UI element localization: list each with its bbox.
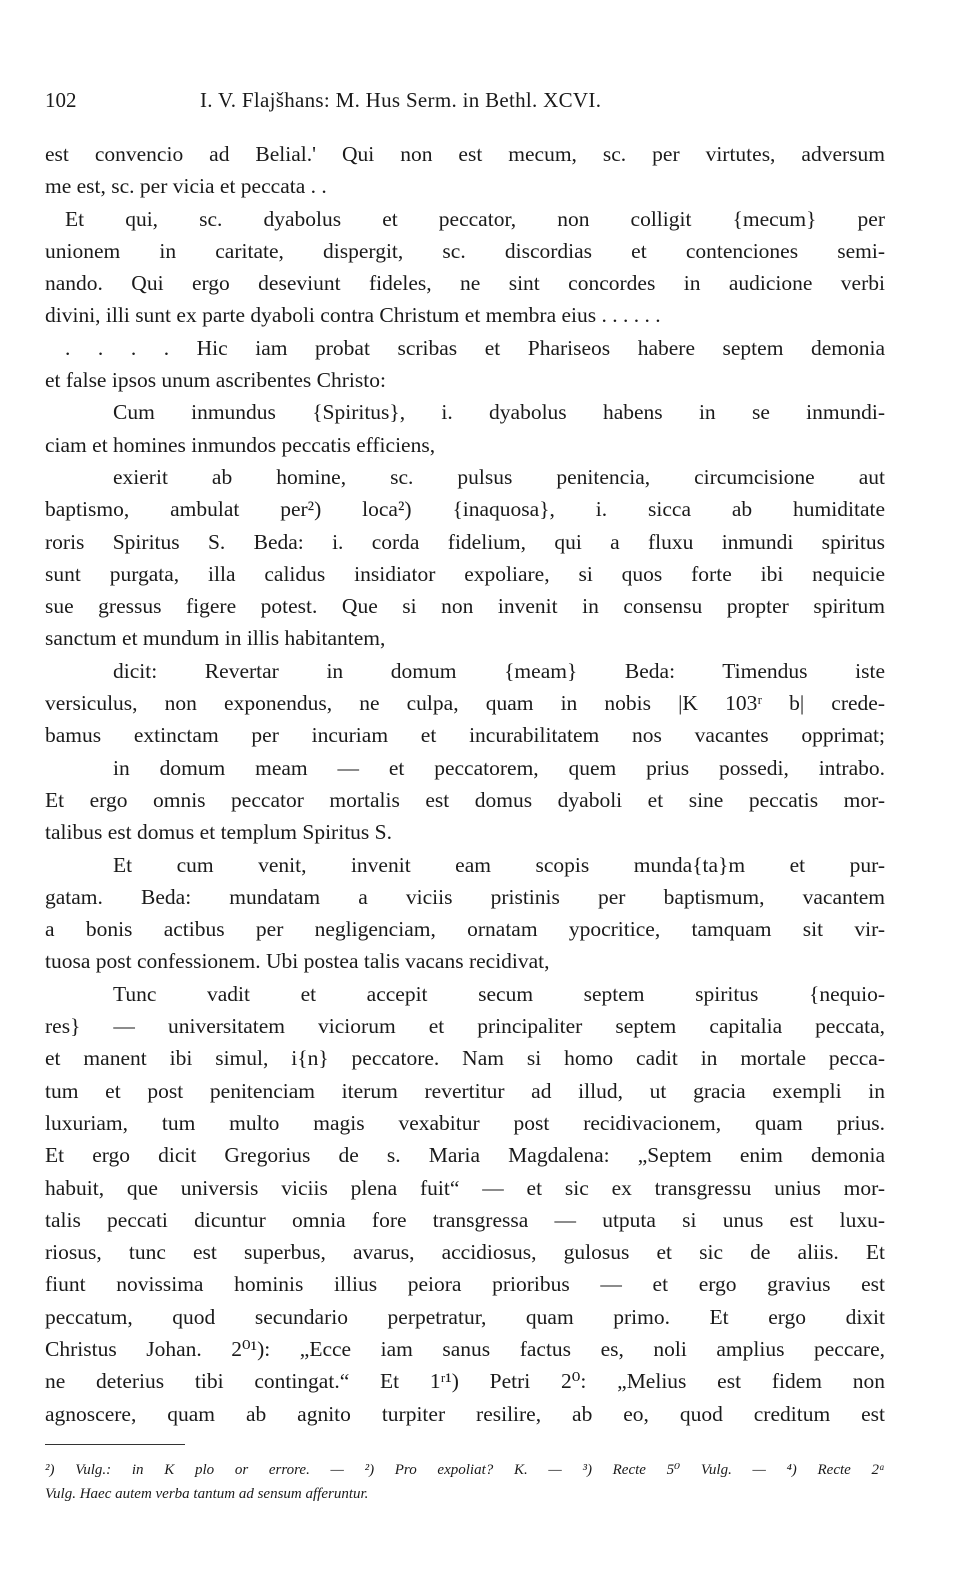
text-line: Christus Johan. 2⁰¹): „Ecce iam sanus factus es, noli amplius peccare, bbox=[45, 1336, 885, 1361]
text-line: tum et post penitenciam iterum revertitur ad illud, ut gracia exempli in bbox=[45, 1078, 885, 1103]
text-line: versiculus, non exponendus, ne culpa, quam in nobis |K 103ʳ b| crede- bbox=[45, 691, 885, 716]
footnote-line: ²) Vulg.: in K plo or errore. — ²) Pro expoliat? K. — ³) Recte 5⁰ Vulg. — ⁴) Recte 2ᵃ bbox=[45, 1462, 885, 1478]
text-line: luxuriam, tum multo magis vexabitur post recidivacionem, quam prius. bbox=[45, 1110, 885, 1135]
text-line: exierit ab homine, sc. pulsus penitencia, circumcisione aut bbox=[113, 464, 885, 489]
text-line: dicit: Revertar in domum {meam} Beda: Timendus iste bbox=[113, 658, 885, 683]
text-line: Cum inmundus {Spiritus}, i. dyabolus habens in se inmundi- bbox=[113, 400, 885, 425]
text-line: unionem in caritate, dispergit, sc. discordias et contenciones semi- bbox=[45, 238, 885, 263]
text-line: riosus, tunc est superbus, avarus, accidiosus, gulosus et sic de aliis. Et bbox=[45, 1240, 885, 1265]
text-line: et manent ibi simul, i{n} peccatore. Nam si homo cadit in mortale pecca- bbox=[45, 1046, 885, 1071]
text-line: baptismo, ambulat per²) loca²) {inaquosa}, i. sicca ab humiditate bbox=[45, 497, 885, 522]
body-text bbox=[45, 138, 885, 1430]
text-line: me est, sc. per vicia et peccata . . bbox=[45, 174, 327, 199]
text-line: agnoscere, quam ab agnito turpiter resilire, ab eo, quod creditum est bbox=[45, 1401, 885, 1426]
text-line: roris Spiritus S. Beda: i. corda fidelium, qui a fluxu inmundi spiritus bbox=[45, 529, 885, 554]
footnote-divider bbox=[45, 1444, 185, 1445]
text-line: talibus est domus et templum Spiritus S. bbox=[45, 820, 392, 845]
text-line: tuosa post confessionem. Ubi postea talis vacans recidivat, bbox=[45, 949, 550, 974]
text-line: sanctum et mundum in illis habitantem, bbox=[45, 626, 386, 651]
text-line: bamus extinctam per incuriam et incurabilitatem nos vacantes opprimat; bbox=[45, 723, 885, 748]
text-line: ne deterius tibi contingat.“ Et 1ʳ¹) Petri 2⁰: „Melius est fidem non bbox=[45, 1369, 885, 1394]
page-number: 102 bbox=[45, 88, 77, 112]
text-line: peccatum, quod secundario perpetratur, quam primo. Et ergo dixit bbox=[45, 1304, 885, 1329]
text-line: sunt purgata, illa calidus insidiator expoliare, si quos forte ibi nequicie bbox=[45, 561, 885, 586]
text-line: talis peccati dicuntur omnia fore transgressa — utputa si unus est luxu- bbox=[45, 1207, 885, 1232]
running-head: I. V. Flajšhans: M. Hus Serm. in Bethl. XCVI. bbox=[200, 88, 602, 112]
text-line: Tunc vadit et accepit secum septem spiritus {nequio- bbox=[113, 981, 885, 1006]
text-line: nando. Qui ergo deseviunt fideles, ne sint concordes in audicione verbi bbox=[45, 271, 885, 296]
text-line: fiunt novissima hominis illius peiora prioribus — et ergo gravius est bbox=[45, 1272, 885, 1297]
text-line: Et ergo omnis peccator mortalis est domus dyaboli et sine peccatis mor- bbox=[45, 787, 885, 812]
text-line: a bonis actibus per negligenciam, ornatam ypocritice, tamquam sit vir- bbox=[45, 917, 885, 942]
text-line: Et cum venit, invenit eam scopis munda{ta}m et pur- bbox=[113, 852, 885, 877]
text-line: gatam. Beda: mundatam a viciis pristinis per baptismum, vacantem bbox=[45, 884, 885, 909]
page-header bbox=[45, 88, 885, 118]
text-line: Et ergo dicit Gregorius de s. Maria Magdalena: „Septem enim demonia bbox=[45, 1143, 885, 1168]
text-line: res} — universitatem viciorum et principaliter septem capitalia peccata, bbox=[45, 1014, 885, 1039]
text-line: divini, illi sunt ex parte dyaboli contra Christum et membra eius . . . . . . bbox=[45, 303, 661, 328]
footnotes bbox=[45, 1458, 885, 1506]
text-line: sue gressus figere potest. Que si non invenit in consensu propter spiritum bbox=[45, 594, 885, 619]
text-line: est convencio ad Belial.' Qui non est mecum, sc. per virtutes, adversum bbox=[45, 142, 885, 166]
footnote-line: Vulg. Haec autem verba tantum ad sensum afferuntur. bbox=[45, 1486, 369, 1502]
text-line: Et qui, sc. dyabolus et peccator, non colligit {mecum} per bbox=[65, 206, 885, 231]
text-line: et false ipsos unum ascribentes Christo: bbox=[45, 368, 386, 393]
text-line: in domum meam — et peccatorem, quem prius possedi, intrabo. bbox=[113, 755, 885, 780]
text-line: . . . . Hic iam probat scribas et Phariseos habere septem demonia bbox=[65, 335, 885, 360]
text-line: ciam et homines inmundos peccatis efficiens, bbox=[45, 432, 436, 457]
text-line: habuit, que universis viciis plena fuit“ — et sic ex transgressu unius mor- bbox=[45, 1175, 885, 1200]
